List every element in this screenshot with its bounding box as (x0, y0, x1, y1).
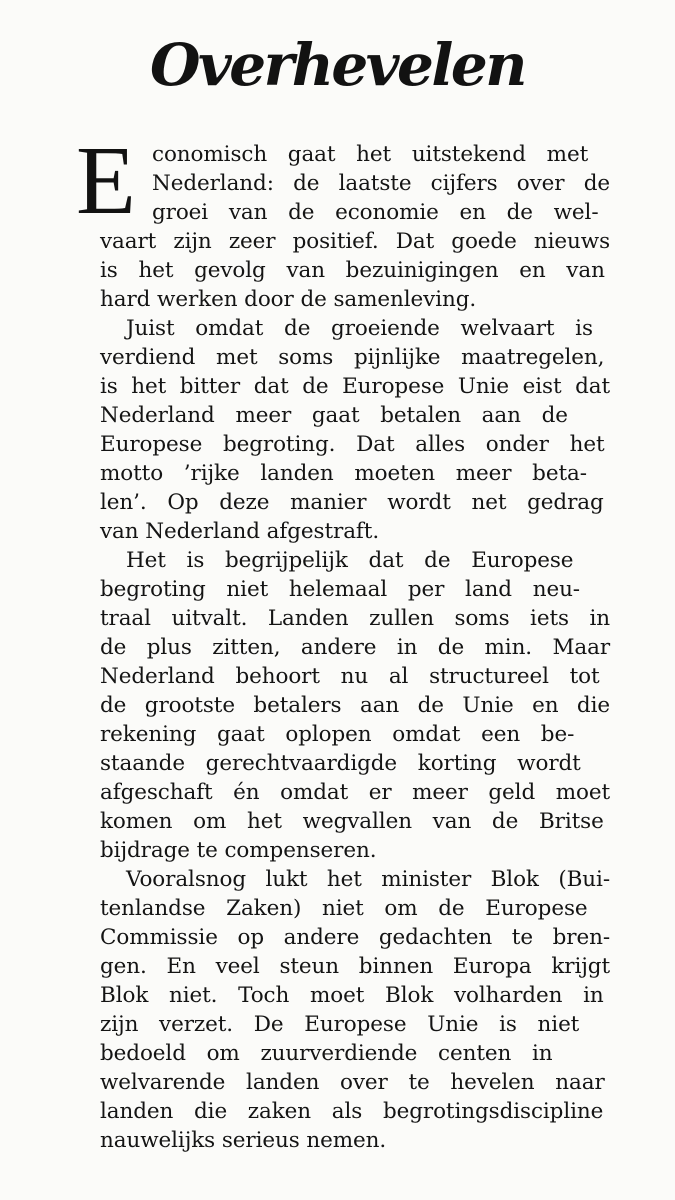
paragraph-3 (100, 546, 610, 865)
article-line: bijdrage te compenseren. (100, 838, 377, 863)
article-line: de grootste betalers aan de Unie en die (100, 693, 610, 718)
article-line: staande gerechtvaardigde korting wordt (100, 751, 581, 776)
article-line: nauwelijks serieus nemen. (100, 1128, 387, 1153)
article-line: de plus zitten, andere in de min. Maar (100, 635, 610, 660)
article-line: vaart zijn zeer positief. Dat goede nieuws (100, 229, 610, 254)
article-line: Het is begrijpelijk dat de Europese (126, 548, 574, 573)
article-line: landen die zaken als begrotingsdiscipline (100, 1099, 604, 1124)
article-line: van Nederland afgestraft. (100, 519, 380, 544)
paragraph-2 (100, 314, 610, 546)
article-line: zijn verzet. De Europese Unie is niet (100, 1012, 580, 1037)
article-line: Europese begroting. Dat alles onder het (100, 432, 605, 457)
article-line: Commissie op andere gedachten te bren- (100, 925, 610, 950)
article-line: Juist omdat de groeiende welvaart is (126, 316, 593, 341)
headline: Overhevelen (150, 31, 525, 99)
article-line: Blok niet. Toch moet Blok volharden in (100, 983, 604, 1008)
article-line: Nederland: de laatste cijfers over de (152, 171, 610, 196)
article-line: gen. En veel steun binnen Europa krijgt (100, 954, 610, 979)
article-line: rekening gaat oplopen omdat een be- (100, 722, 575, 747)
article-line: Nederland behoort nu al structureel tot (100, 664, 600, 689)
article-line: welvarende landen over te hevelen naar (100, 1070, 605, 1095)
article-body (76, 127, 610, 1155)
article-line: tenlandse Zaken) niet om de Europese (100, 896, 588, 921)
article-line: komen om het wegvallen van de Britse (100, 809, 604, 834)
article-line: is het bitter dat de Europese Unie eist dat (100, 374, 610, 399)
article-line: begroting niet helemaal per land neu- (100, 577, 580, 602)
paragraph-4 (100, 865, 610, 1155)
article-line: traal uitvalt. Landen zullen soms iets in (100, 606, 610, 631)
drop-cap: E (76, 127, 136, 235)
article-line: verdiend met soms pijnlijke maatregelen, (100, 345, 605, 370)
article-line: hard werken door de samenleving. (100, 287, 477, 312)
article-line: is het gevolg van bezuinigingen en van (100, 258, 605, 283)
article-line: conomisch gaat het uitstekend met (152, 142, 589, 167)
article-line: len’. Op deze manier wordt net gedrag (100, 490, 604, 515)
article-line: Nederland meer gaat betalen aan de (100, 403, 568, 428)
article-line: motto ’rijke landen moeten meer beta- (100, 461, 587, 486)
article-line: Vooralsnog lukt het minister Blok (Bui- (126, 867, 610, 892)
paragraph-1 (100, 140, 610, 314)
article-line: bedoeld om zuurverdiende centen in (100, 1041, 553, 1066)
article-line: afgeschaft én omdat er meer geld moet (100, 780, 610, 805)
article-line: groei van de economie en de wel- (152, 200, 599, 225)
